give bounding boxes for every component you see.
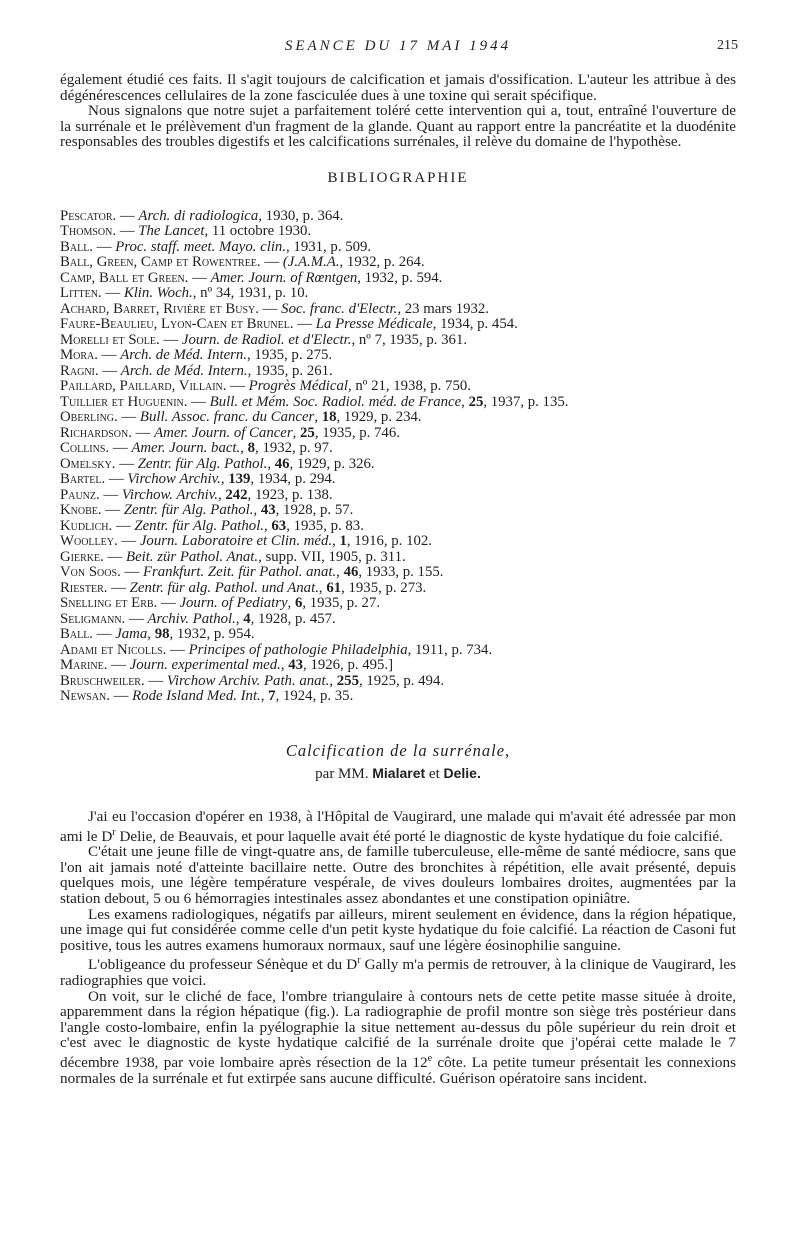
article-paragraph: J'ai eu l'occasion d'opérer en 1938, à l'Hôpital de Vaugirard, une malade qui m'avait été adressée par mon ami le $D^r$ Delie, de Beauvais, et pour laquelle avait été porté le diagnostic de kyste hydatique du foie calcifié. xyxy=(60,807,736,845)
reference-volume: 4 xyxy=(243,610,251,627)
reference-entry xyxy=(60,240,736,256)
reference-volume: 25 xyxy=(468,393,484,410)
reference-volume: 98 xyxy=(154,626,170,643)
reference-sep: — xyxy=(188,269,211,286)
reference-entry: Richardson. — Amer. Journ. of Cancer, 25, 1935, p. 746. xyxy=(60,424,400,441)
reference-authors: Bruschweiler. xyxy=(60,672,145,689)
reference-journal: Virchow. Archiv. xyxy=(121,486,218,503)
reference-details: , nº 21, 1938, p. 750. xyxy=(347,378,471,395)
reference-entry: Von Soos. — Frankfurt. Zeit. für Pathol. anat., 46, 1933, p. 155. xyxy=(60,564,444,581)
reference-details: , 1935, p. 261. xyxy=(247,362,333,379)
reference-details: , 1931, p. 509. xyxy=(286,238,372,255)
reference-authors: Morelli et Sole. xyxy=(60,331,160,348)
reference-journal: Beit. zür Pathol. Anat. xyxy=(126,548,259,565)
reference-journal: Archiv. Pathol. xyxy=(147,610,236,627)
reference-entry xyxy=(60,224,736,240)
reference-sep: — xyxy=(144,672,167,689)
reference-journal: Jama xyxy=(115,626,148,643)
reference-authors: Oberling. xyxy=(60,409,118,426)
reference-authors: Snelling et Erb. xyxy=(60,595,158,612)
reference-sep: — xyxy=(98,362,121,379)
reference-journal: Zentr. für Alg. Pathol. xyxy=(123,502,254,519)
reference-journal: Zentr. für Alg. Pathol. xyxy=(137,455,268,472)
running-head xyxy=(60,38,736,58)
reference-authors: Tuillier et Huguenin. xyxy=(60,393,188,410)
reference-journal: Amer. Journ. of Cancer xyxy=(154,424,293,441)
byline xyxy=(60,765,736,783)
reference-authors: Kudlich. xyxy=(60,517,113,534)
reference-entry xyxy=(60,364,736,380)
reference-entry xyxy=(60,333,736,349)
reference-journal: Frankfurt. Zeit. für Pathol. anat. xyxy=(142,564,337,581)
reference-details: , 1932, p. 97. xyxy=(255,440,333,457)
reference-journal: Arch. de Méd. Intern. xyxy=(120,362,248,379)
reference-journal: (J.A.M.A. xyxy=(282,254,340,271)
reference-sep: — xyxy=(125,610,148,627)
intro-paragraph: Nous signalons que notre sujet a parfaitement toléré cette intervention qui a, tout, entraîné l'ouverture de la surrénale et le prélèvement d'un fragment de la glande. Quant au rapport entre la pancréatite et la duodénite responsables des troubles digestifs et les calcifications surrénales, il relève du domaine de l'hypothèse. xyxy=(60,102,736,151)
reference-journal: Journ. de Radiol. et d'Electr. xyxy=(181,331,352,348)
reference-details: , 1925, p. 494. xyxy=(358,672,445,689)
reference-sep: — xyxy=(117,409,140,426)
reference-journal: Amer. Journ. bact. xyxy=(131,440,241,457)
reference-authors: Collins. xyxy=(60,440,110,457)
reference-authors: Bartel. xyxy=(60,471,106,488)
article-paragraph: C'était une jeune fille de vingt-quatre ans, de famille tuberculeuse, elle-même de santé médiocre, sans que l'on ait jamais noté d'atteinte bacillaire nette. Outre des bronchites à répétition, elle avait présenté, depuis quelques mois, une légère température vespérale, de vives douleurs lombaires droites, augmentées par la station debout, 5 ou 6 hémorragies intestinales assez abondantes et une constipation opiniâtre. xyxy=(60,843,736,907)
bibliography-heading: BIBLIOGRAPHIE xyxy=(327,169,469,186)
reference-details: , 1911, p. 734. xyxy=(407,641,493,658)
reference-authors: Ball, Green, Camp et Rowentree. xyxy=(60,254,261,271)
reference-sep: — xyxy=(103,548,127,565)
reference-entry: Knobe. — Zentr. für Alg. Pathol., 43, 1928, p. 57. xyxy=(60,502,354,519)
reference-journal: Virchow Archiv. Path. anat. xyxy=(166,672,330,689)
reference-details: , 1932, p. 264. xyxy=(339,254,425,271)
reference-details: , 11 octobre 1930. xyxy=(204,223,312,240)
reference-entry: Paunz. — Virchow. Archiv., 242, 1923, p. 138. xyxy=(60,486,333,503)
reference-entry xyxy=(60,271,736,287)
reference-details: , 1928, p. 57. xyxy=(275,502,354,519)
reference-details: , supp. VII, 1905, p. 311. xyxy=(258,548,406,565)
reference-volume: 43 xyxy=(260,502,276,519)
reference-journal: Soc. franc. d'Electr. xyxy=(281,300,398,317)
reference-entry: Oberling. — Bull. Assoc. franc. du Cancer, 18, 1929, p. 234. xyxy=(60,409,422,426)
byline-conjunction: et xyxy=(428,765,440,782)
reference-details: , 1935, p. 27. xyxy=(302,595,381,612)
reference-authors: Newsan. xyxy=(60,688,110,705)
page xyxy=(60,38,736,1086)
reference-details: , 1929, p. 326. xyxy=(289,455,375,472)
reference-authors: Thomson. xyxy=(60,223,117,240)
reference-details: , 1932, p. 594. xyxy=(357,269,443,286)
reference-authors: Adami et Nicolls. xyxy=(60,641,167,658)
reference-entry xyxy=(60,255,736,271)
reference-entry xyxy=(60,286,736,302)
reference-journal: Progrès Médical xyxy=(248,378,348,395)
reference-journal: La Presse Médicale xyxy=(315,316,433,333)
reference-entry: Riester. — Zentr. für alg. Pathol. und Anat., 61, 1935, p. 273. xyxy=(60,579,427,596)
reference-sep: — xyxy=(93,626,116,643)
reference-sep: — xyxy=(260,254,283,271)
reference-sep: — xyxy=(187,393,210,410)
reference-authors: Ball. xyxy=(60,626,94,643)
reference-sep: — xyxy=(97,347,121,364)
reference-volume: 255 xyxy=(336,672,359,689)
bibliography-list xyxy=(60,209,736,705)
reference-volume: 7 xyxy=(268,688,276,705)
reference-details: , 1933, p. 155. xyxy=(358,564,444,581)
reference-authors: Knobe. xyxy=(60,502,102,519)
reference-authors: Richardson. xyxy=(60,424,132,441)
reference-sep: — xyxy=(159,331,182,348)
reference-sep: — xyxy=(105,471,128,488)
reference-journal: Principes of pathologie Philadelphia xyxy=(188,641,408,658)
reference-details: , 1923, p. 138. xyxy=(247,486,333,503)
reference-sep: — xyxy=(101,502,124,519)
reference-sep: — xyxy=(116,207,139,224)
reference-details: , nº 7, 1935, p. 361. xyxy=(351,331,468,348)
reference-sep: — xyxy=(157,595,180,612)
reference-journal: Klin. Woch. xyxy=(123,285,193,302)
reference-entry: Seligmann. — Archiv. Pathol., 4, 1928, p. 457. xyxy=(60,610,336,627)
reference-details: , 1934, p. 294. xyxy=(250,471,336,488)
reference-sep: — xyxy=(107,657,130,674)
reference-entry: Newsan. — Rode Island Med. Int., 7, 1924, p. 35. xyxy=(60,688,354,705)
article-paragraph: On voit, sur le cliché de face, l'ombre triangulaire à contours nets de cette petite masse située à droite, apparemment dans la région hépatique (fig.). La radiographie de profil montre son siège très postérieur dans l'angle costo-lombaire, enfin la pyélographie la situe nettement au-dessus du pôle supérieur du rein droit et c'est avec le diagnostic de kyste hydatique calcifié de la surrénale droite que j'opérai cette malade le 7 décembre 1938, par voie lombaire après résection de la 12e côte. La petite tumeur présentait les connexions normales de la surrénale et fut extirpée sans aucune difficulté. Guérison opératoire sans incident. xyxy=(60,987,736,1087)
article-paragraph: Les examens radiologiques, négatifs par ailleurs, mirent seulement en évidence, dans la région hépatique, une image qui fut considérée comme celle d'un petit kyste hydatique du foie calcifié. La réaction de Casoni fut positive, tous les autres examens humoraux normaux, sauf une légère éosinophilie sanguine. xyxy=(60,905,736,954)
reference-sep: — xyxy=(93,238,116,255)
reference-volume: 63 xyxy=(271,517,287,534)
article-paragraph: L'obligeance du professeur Sénèque et du $D^r$ Gally m'a permis de retrouver, à la clinique de Vaugirard, les radiographies que voici. xyxy=(60,955,736,990)
reference-entry xyxy=(60,348,736,364)
reference-entry: Kudlich. — Zentr. für Alg. Pathol., 63, 1935, p. 83. xyxy=(60,517,364,534)
reference-sep: — xyxy=(99,486,122,503)
reference-entry: Bruschweiler. — Virchow Archiv. Path. anat., 255, 1925, p. 494. xyxy=(60,672,445,689)
reference-entry: Bartel. — Virchow Archiv., 139, 1934, p. 294. xyxy=(60,471,336,488)
reference-entry: Collins. — Amer. Journ. bact., 8, 1932, p. 97. xyxy=(60,440,333,457)
reference-journal: Rode Island Med. Int. xyxy=(132,688,261,705)
intro-paragraph: également étudié ces faits. Il s'agit toujours de calcification et jamais d'ossification. L'auteur les attribue à des dégénérescences cellulaires de la zone fasciculée dues à une toxine qui serait spécifique. xyxy=(60,71,736,104)
reference-entry: Woolley. — Journ. Laboratoire et Clin. méd., 1, 1916, p. 102. xyxy=(60,533,432,550)
reference-volume: 61 xyxy=(326,579,342,596)
reference-authors: Camp, Ball et Green. xyxy=(60,269,189,286)
author-name: Delie. xyxy=(443,764,481,781)
reference-authors: Paunz. xyxy=(60,486,100,503)
reference-authors: Ragni. xyxy=(60,362,99,379)
reference-entry: Tuillier et Huguenin. — Bull. et Mém. Soc. Radiol. méd. de France, 25, 1937, p. 135. xyxy=(60,393,569,410)
reference-sep: — xyxy=(120,564,143,581)
reference-sep: — xyxy=(131,424,155,441)
reference-authors: Pescator. xyxy=(60,207,117,224)
reference-journal: Journ. of Pediatry xyxy=(179,595,288,612)
reference-authors: Achard, Barret, Rivière et Busy. xyxy=(60,300,259,317)
author-name: Mialaret xyxy=(372,764,426,781)
reference-sep: — xyxy=(116,223,139,240)
reference-entry xyxy=(60,302,736,318)
reference-authors: Mora. xyxy=(60,347,98,364)
reference-sep: — xyxy=(166,641,189,658)
reference-details: , 23 mars 1932. xyxy=(397,300,489,317)
reference-details: , 1935, p. 83. xyxy=(286,517,364,534)
reference-journal: Arch. di radiologica xyxy=(138,207,259,224)
reference-volume: 18 xyxy=(321,409,337,426)
reference-entry xyxy=(60,317,736,333)
reference-authors: Paillard, Paillard, Villain. xyxy=(60,378,227,395)
reference-journal: The Lancet xyxy=(138,223,205,240)
reference-authors: Gierke. xyxy=(60,548,104,565)
reference-sep: — xyxy=(226,378,249,395)
reference-journal: Amer. Journ. of Rœntgen xyxy=(210,269,358,286)
running-title: SEANCE DU 17 MAI 1944 xyxy=(284,38,512,54)
reference-details: , 1916, p. 102. xyxy=(346,533,432,550)
reference-authors: Riester. xyxy=(60,579,108,596)
reference-authors: Faure-Beaulieu, Lyon-Caen et Brunel. xyxy=(60,316,294,333)
reference-volume: 242 xyxy=(225,486,248,503)
reference-details: , 1934, p. 454. xyxy=(432,316,518,333)
reference-authors: Marine. xyxy=(60,657,108,674)
reference-authors: Ball. xyxy=(60,238,94,255)
reference-details: , 1935, p. 746. xyxy=(314,424,400,441)
reference-details: , nº 34, 1931, p. 10. xyxy=(192,285,309,302)
reference-authors: Omelsky. xyxy=(60,455,116,472)
reference-authors: Woolley. xyxy=(60,533,118,550)
reference-volume: 6 xyxy=(294,595,303,612)
reference-sep: — xyxy=(293,316,316,333)
reference-journal: Journ. experimental med. xyxy=(129,657,281,674)
reference-entry: Omelsky. — Zentr. für Alg. Pathol., 46, 1929, p. 326. xyxy=(60,455,375,472)
reference-volume: 1 xyxy=(339,533,347,550)
reference-journal: Virchow Archiv. xyxy=(127,471,221,488)
reference-details: , 1932, p. 954. xyxy=(169,626,255,643)
reference-authors: Litten. xyxy=(60,285,102,302)
reference-volume: 25 xyxy=(300,424,315,441)
reference-journal: Zentr. für Alg. Pathol. xyxy=(134,517,264,534)
reference-volume: 46 xyxy=(274,455,290,472)
reference-sep: — xyxy=(101,285,124,302)
reference-sep: — xyxy=(115,455,138,472)
reference-journal: Arch. de Méd. Intern. xyxy=(120,347,248,364)
reference-sep: — xyxy=(258,300,282,317)
byline-prefix: par MM. xyxy=(315,765,369,782)
reference-entry xyxy=(60,209,736,225)
reference-sep: — xyxy=(109,440,132,457)
reference-entry xyxy=(60,643,736,659)
reference-details: , 1926, p. 495.] xyxy=(303,657,394,674)
reference-journal: Zentr. für alg. Pathol. und Anat. xyxy=(129,579,319,596)
reference-entry: Marine. — Journ. experimental med., 43, 1926, p. 495.] xyxy=(60,657,394,674)
reference-authors: Von Soos. xyxy=(60,564,121,581)
reference-journal: Bull. Assoc. franc. du Cancer xyxy=(139,409,315,426)
reference-details: , 1928, p. 457. xyxy=(250,610,336,627)
reference-details: , 1937, p. 135. xyxy=(483,393,569,410)
reference-journal: Proc. staff. meet. Mayo. clin. xyxy=(115,238,287,255)
article-title: Calcification de la surrénale, xyxy=(285,740,511,760)
reference-journal: Journ. Laboratoire et Clin. méd. xyxy=(139,533,333,550)
reference-details: , 1924, p. 35. xyxy=(275,688,354,705)
reference-details: , 1935, p. 275. xyxy=(247,347,333,364)
reference-sep: — xyxy=(107,579,130,596)
reference-journal: Bull. et Mém. Soc. Radiol. méd. de France xyxy=(209,393,462,410)
reference-sep: — xyxy=(112,517,135,534)
reference-sep: — xyxy=(117,533,140,550)
reference-authors: Seligmann. xyxy=(60,610,126,627)
reference-entry: Snelling et Erb. — Journ. of Pediatry, 6, 1935, p. 27. xyxy=(60,595,381,612)
reference-volume: 139 xyxy=(228,471,251,488)
reference-volume: 46 xyxy=(343,564,359,581)
reference-entry xyxy=(60,550,736,566)
reference-sep: — xyxy=(109,688,133,705)
reference-details: , 1930, p. 364. xyxy=(258,207,344,224)
reference-entry xyxy=(60,379,736,395)
reference-volume: 8 xyxy=(247,440,256,457)
reference-entry: Ball. — Jama, 98, 1932, p. 954. xyxy=(60,626,255,643)
page-number: 215 xyxy=(717,38,738,53)
reference-volume: 43 xyxy=(288,657,304,674)
reference-details: , 1929, p. 234. xyxy=(336,409,422,426)
reference-details: , 1935, p. 273. xyxy=(341,579,427,596)
